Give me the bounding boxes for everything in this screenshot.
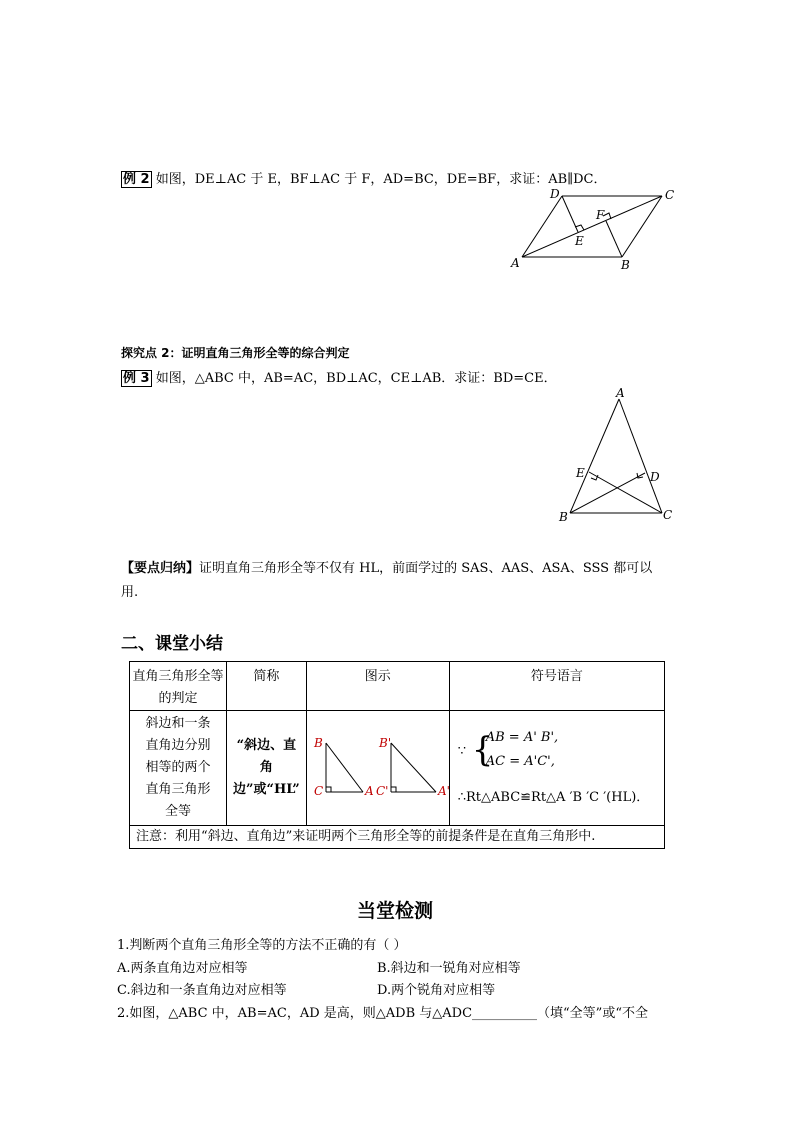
header-figure: 图示 <box>306 662 449 711</box>
fig-label-C: C <box>313 784 323 798</box>
quiz-q1: 1.判断两个直角三角形全等的方法不正确的有（ ） <box>117 938 407 953</box>
quiz-q2: 2.如图，△ABC 中，AB=AC，AD 是高，则△ADB 与△ADC__________（填“全等”或“不全 <box>117 1006 648 1021</box>
summary-table <box>129 661 665 849</box>
quiz-option-a: A.两条直角边对应相等 <box>117 961 248 976</box>
fig-label-B: B <box>313 736 323 750</box>
label-B: B <box>621 258 630 272</box>
key-points-line-1 <box>121 557 652 576</box>
summary-content-row <box>130 711 665 826</box>
example-3-text: 如图，△ABC 中，AB=AC，BD⊥AC，CE⊥AB．求证：BD=CE． <box>155 371 557 386</box>
fig-label-A-prime: A' <box>437 784 450 798</box>
key-points-label: 【要点归纳】 <box>121 561 200 576</box>
fig-label-A: A <box>364 784 374 798</box>
label-B: B <box>559 510 568 524</box>
label-C: C <box>663 508 673 522</box>
parallelogram-figure <box>505 185 685 275</box>
symbol-line-2: AC = A'C', <box>485 754 555 769</box>
label-D: D <box>550 187 560 201</box>
summary-note-row <box>130 826 665 849</box>
label-A: A <box>511 256 520 270</box>
criterion-cell: 斜边和一条直角边分别相等的两个直角三角形全等 <box>130 711 227 826</box>
quiz-title: 当堂检测 <box>357 900 434 922</box>
quiz-option-d: D.两个锐角对应相等 <box>377 983 496 998</box>
key-points-text: 证明直角三角形全等不仅有 HL，前面学过的 SAS、AAS、ASA、SSS 都可以 <box>199 561 653 576</box>
fig-label-C-prime: C' <box>375 784 389 798</box>
example-2-tag: 例 2 <box>123 172 150 187</box>
header-criterion: 直角三角形全等的判定 <box>130 662 227 711</box>
brace: { <box>471 730 494 770</box>
label-E: E <box>576 466 585 480</box>
example-2-text: 如图，DE⊥AC 于 E，BF⊥AC 于 F，AD=BC，DE=BF，求证：AB∥DC． <box>155 172 607 187</box>
example-3-tag: 例 3 <box>123 371 150 386</box>
summary-note: 注意：利用“斜边、直角边”来证明两个三角形全等的前提条件是在直角三角形中. <box>130 826 665 849</box>
key-points-line-2: 用. <box>121 585 139 600</box>
symbol-conclusion: ∴Rt△ABC≌Rt△A ′B ′C ′(HL)． <box>457 790 650 805</box>
because-symbol: ∵ <box>457 744 467 759</box>
label-E: E <box>575 234 584 248</box>
two-right-triangles-figure <box>308 729 448 799</box>
quiz-option-b: B.斜边和一锐角对应相等 <box>377 961 521 976</box>
fig-label-B-prime: B' <box>378 736 391 750</box>
label-A: A <box>616 386 625 400</box>
header-symbol: 符号语言 <box>449 662 664 711</box>
example-3-line <box>121 367 557 386</box>
symbol-line-1: AB = A' B', <box>485 730 559 745</box>
section-2-title: 探究点 2：证明直角三角形全等的综合判定 <box>121 346 350 360</box>
label-C: C <box>665 188 675 202</box>
isosceles-triangle-figure <box>555 385 680 525</box>
symbol-cell <box>449 711 664 826</box>
summary-header-row <box>130 662 665 711</box>
summary-heading: 二、课堂小结 <box>121 634 223 654</box>
label-D: D <box>650 470 660 484</box>
figure-cell <box>306 711 449 826</box>
short-name-cell: “斜边、直角边”或“HL” <box>227 711 307 826</box>
header-short: 简称 <box>227 662 307 711</box>
quiz-option-c: C.斜边和一条直角边对应相等 <box>117 983 287 998</box>
label-F: F <box>596 208 605 222</box>
